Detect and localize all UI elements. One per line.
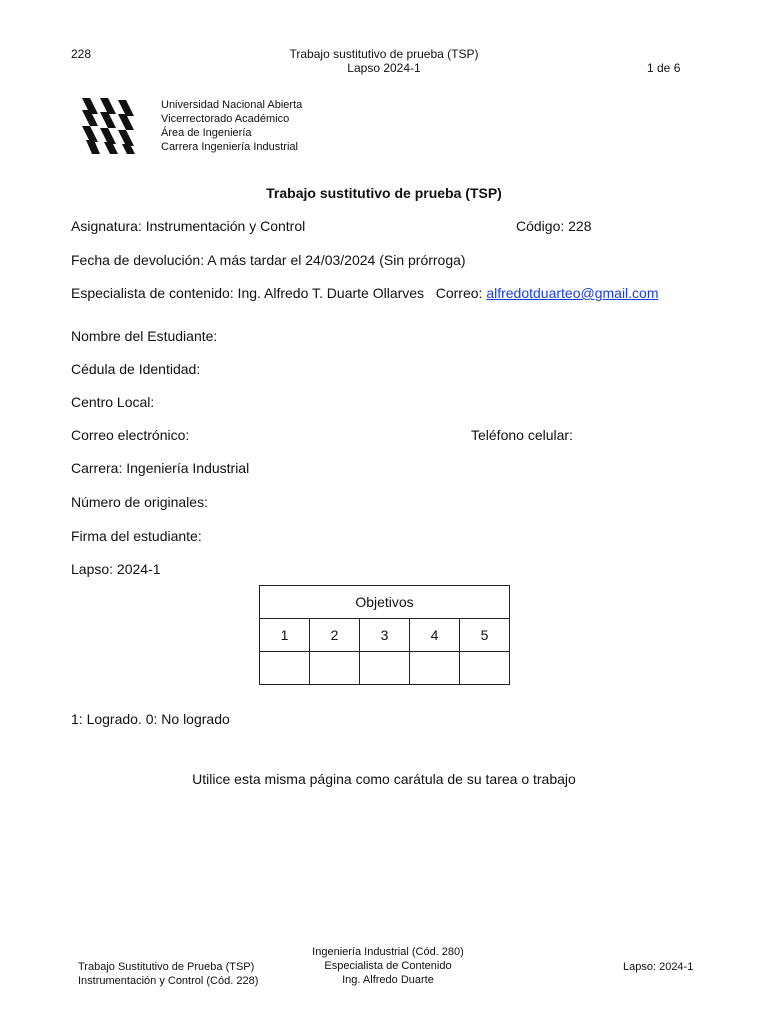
correo-label: Correo: [435,285,483,301]
especialista-text: Especialista de contenido: Ing. Alfredo T. Duarte Ollarves [71,285,425,301]
originales-label: Número de originales: [71,494,208,510]
document-title: Trabajo sustitutivo de prueba (TSP) [266,185,502,201]
objective-number: 1 [260,619,310,652]
carrera-label: Carrera: Ingeniería Industrial [71,460,250,476]
header-title [234,47,534,75]
asignatura-text: Asignatura: Instrumentación y Control [71,218,306,234]
lapso-label: Lapso: 2024-1 [71,561,161,577]
objectives-number-row [260,619,510,652]
institution-vicerrectorado: Vicerrectorado Académico [161,113,290,125]
footer-center-line1: Ingeniería Industrial (Cód. 280) [312,946,464,958]
objective-number: 4 [410,619,460,652]
objectives-title: Objetivos [260,586,510,619]
firma-label: Firma del estudiante: [71,528,202,544]
header-title-line1: Trabajo sustitutivo de prueba (TSP) [289,47,479,61]
una-logo-icon [80,96,136,156]
institution-carrera: Carrera Ingeniería Industrial [161,141,298,153]
objectives-table [259,585,510,685]
legend-text: 1: Logrado. 0: No logrado [71,711,230,727]
nombre-label: Nombre del Estudiante: [71,328,218,344]
objective-result-cell[interactable] [460,652,510,685]
footer-center [288,945,488,987]
header-page: 1 de 6 [647,61,681,75]
footer-left [78,960,258,988]
institution-area: Área de Ingeniería [161,127,252,139]
footer-left-line1: Trabajo Sustitutivo de Prueba (TSP) [78,961,255,973]
footer-center-line3: Ing. Alfredo Duarte [342,974,434,986]
telefono-label: Teléfono celular: [471,427,573,443]
header-title-line2: Lapso 2024-1 [347,61,421,75]
cedula-label: Cédula de Identidad: [71,361,201,377]
footer-right: Lapso: 2024-1 [623,961,694,973]
objective-number: 5 [460,619,510,652]
correo-electronico-label: Correo electrónico: [71,427,190,443]
objectives-header-row [260,586,510,619]
note-text: Utilice esta misma página como carátula de su tarea o trabajo [192,771,576,787]
objectives-result-row [260,652,510,685]
header-code: 228 [71,47,92,61]
footer-center-line2: Especialista de Contenido [324,960,452,972]
objective-result-cell[interactable] [360,652,410,685]
centro-local-label: Centro Local: [71,394,155,410]
objective-result-cell[interactable] [410,652,460,685]
correo-email-link[interactable]: alfredotduarteo@gmail.com [486,285,659,301]
objective-number: 3 [360,619,410,652]
objective-number: 2 [310,619,360,652]
footer-left-line2: Instrumentación y Control (Cód. 228) [78,975,259,987]
institution-block [161,98,302,154]
codigo-text: Código: 228 [516,218,592,234]
objective-result-cell[interactable] [310,652,360,685]
especialista-line [71,284,659,302]
objective-result-cell[interactable] [260,652,310,685]
fecha-devolucion-text: Fecha de devolución: A más tardar el 24/03/2024 (Sin prórroga) [71,252,466,268]
institution-name: Universidad Nacional Abierta [161,99,303,111]
